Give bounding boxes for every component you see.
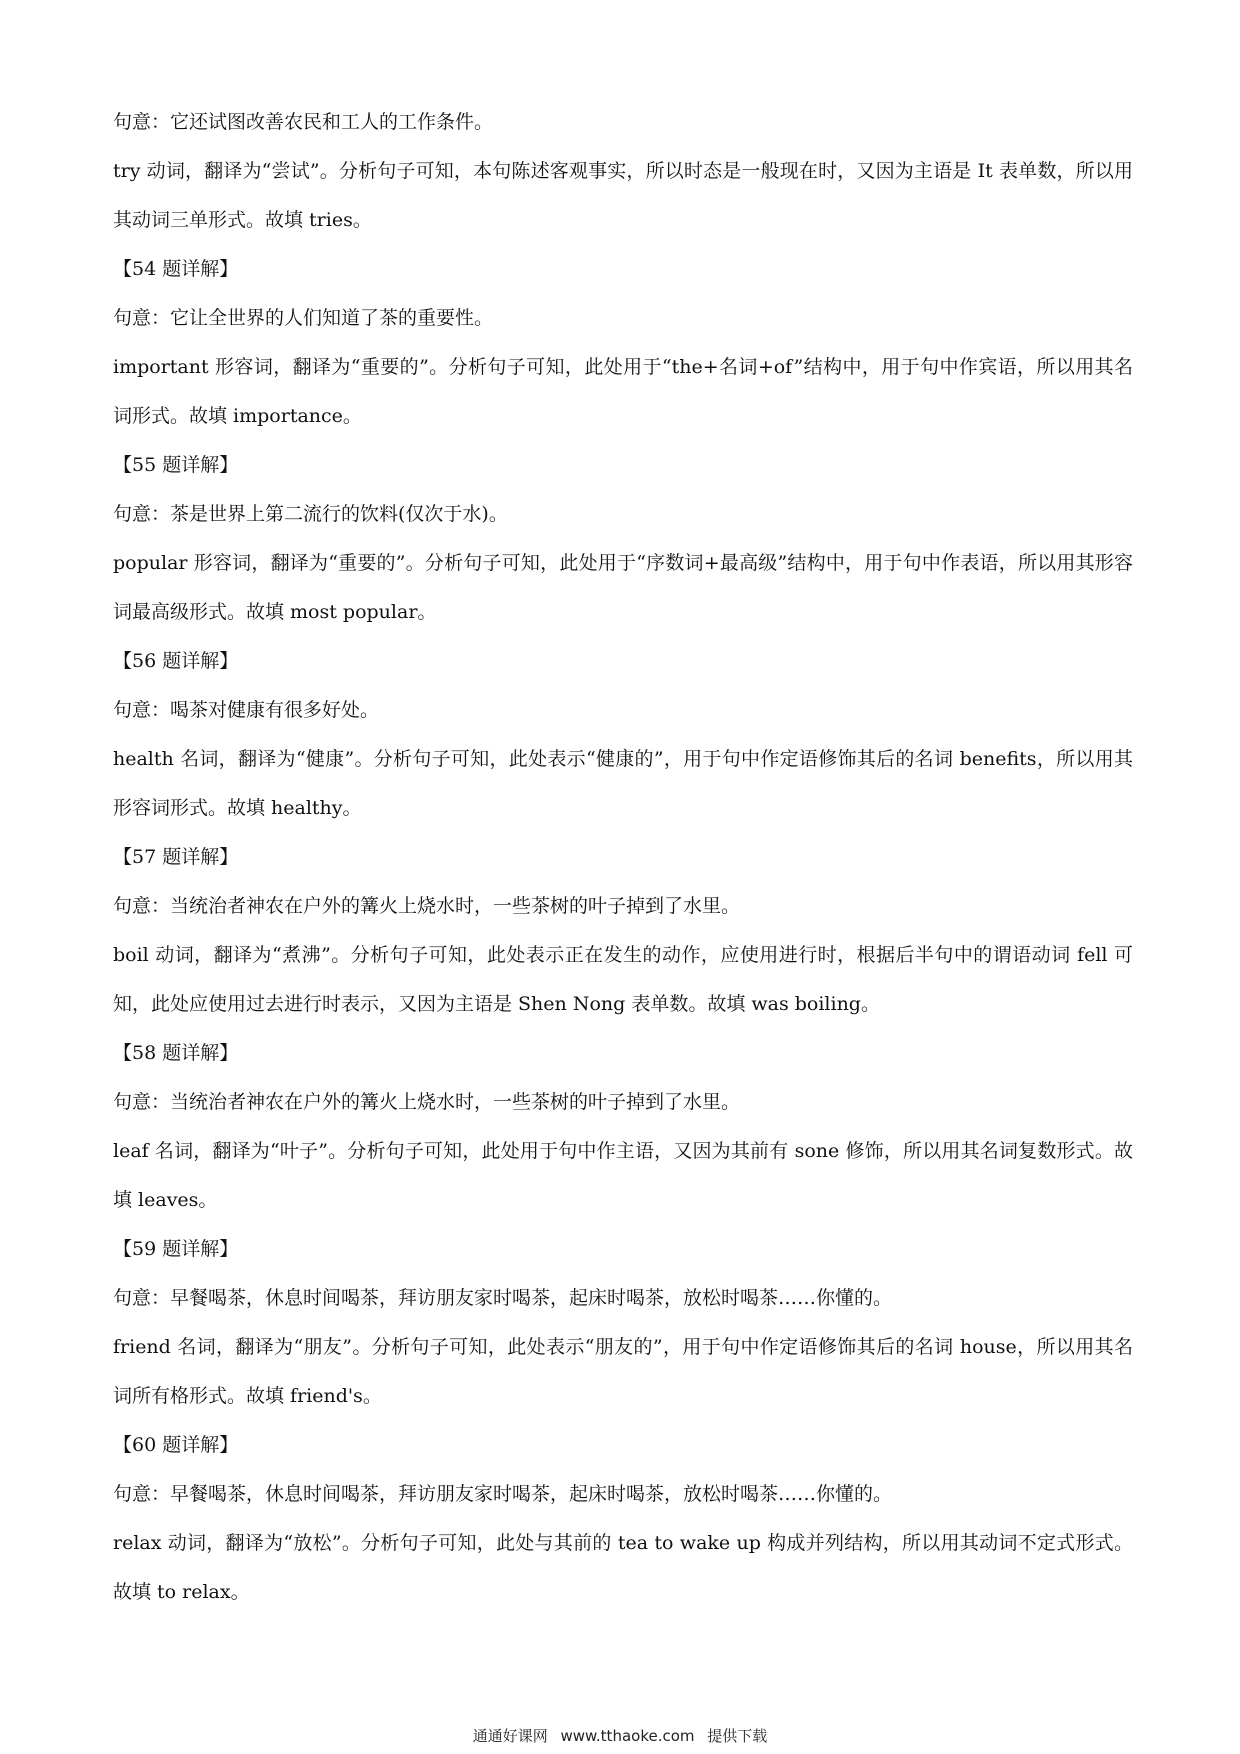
footer-suffix: 提供下载 [707,1727,768,1745]
sentence-meaning-53: 句意：它还试图改善农民和工人的工作条件。 [113,111,494,133]
explanation-59: friend 名词，翻译为“朋友”。分析句子可知，此处表示“朋友的”，用于句中作定语修饰其后的名词 house，所以用其名词所有格形式。故填 friend's。 [113,1336,1133,1407]
question-heading-60: 【60 题详解】 [113,1434,239,1456]
explanation-58: leaf 名词，翻译为“叶子”。分析句子可知，此处用于句中作主语，又因为其前有 sone 修饰，所以用其名词复数形式。故填 leaves。 [113,1140,1133,1211]
page-footer [0,1724,1240,1748]
footer-site-name: 通通好课网 [472,1727,548,1745]
sentence-meaning-54: 句意：它让全世界的人们知道了茶的重要性。 [113,307,494,329]
explanation-56: health 名词，翻译为“健康”。分析句子可知，此处表示“健康的”，用于句中作定语修饰其后的名词 benefits，所以用其形容词形式。故填 healthy。 [113,748,1133,819]
sentence-meaning-60: 句意：早餐喝茶，休息时间喝茶，拜访朋友家时喝茶，起床时喝茶，放松时喝茶……你懂的。 [113,1483,893,1505]
sentence-meaning-55: 句意：茶是世界上第二流行的饮料(仅次于水)。 [113,503,508,525]
explanation-55: popular 形容词，翻译为“重要的”。分析句子可知，此处用于“序数词+最高级”结构中，用于句中作表语，所以用其形容词最高级形式。故填 most popular。 [113,552,1133,623]
sentence-meaning-58: 句意：当统治者神农在户外的篝火上烧水时，一些茶树的叶子掉到了水里。 [113,1091,741,1113]
sentence-meaning-57: 句意：当统治者神农在户外的篝火上烧水时，一些茶树的叶子掉到了水里。 [113,895,741,917]
document-body [113,98,1133,1617]
explanation-57: boil 动词，翻译为“煮沸”。分析句子可知，此处表示正在发生的动作，应使用进行时，根据后半句中的谓语动词 fell 可知，此处应使用过去进行时表示，又因为主语是 Shen Nong 表单数。故填 was boiling。 [113,944,1133,1015]
question-heading-58: 【58 题详解】 [113,1042,239,1064]
footer-url[interactable]: www.tthaoke.com [560,1727,695,1745]
explanation-54: important 形容词，翻译为“重要的”。分析句子可知，此处用于“the+名词+of”结构中，用于句中作宾语，所以用其名词形式。故填 importance。 [113,356,1133,427]
question-heading-59: 【59 题详解】 [113,1238,239,1260]
question-heading-56: 【56 题详解】 [113,650,239,672]
question-heading-54: 【54 题详解】 [113,258,239,280]
question-heading-57: 【57 题详解】 [113,846,239,868]
explanation-60: relax 动词，翻译为“放松”。分析句子可知，此处与其前的 tea to wake up 构成并列结构，所以用其动词不定式形式。故填 to relax。 [113,1532,1133,1603]
question-heading-55: 【55 题详解】 [113,454,239,476]
sentence-meaning-56: 句意：喝茶对健康有很多好处。 [113,699,380,721]
sentence-meaning-59: 句意：早餐喝茶，休息时间喝茶，拜访朋友家时喝茶，起床时喝茶，放松时喝茶……你懂的。 [113,1287,893,1309]
explanation-53: try 动词，翻译为“尝试”。分析句子可知，本句陈述客观事实，所以时态是一般现在时，又因为主语是 It 表单数，所以用其动词三单形式。故填 tries。 [113,160,1133,231]
